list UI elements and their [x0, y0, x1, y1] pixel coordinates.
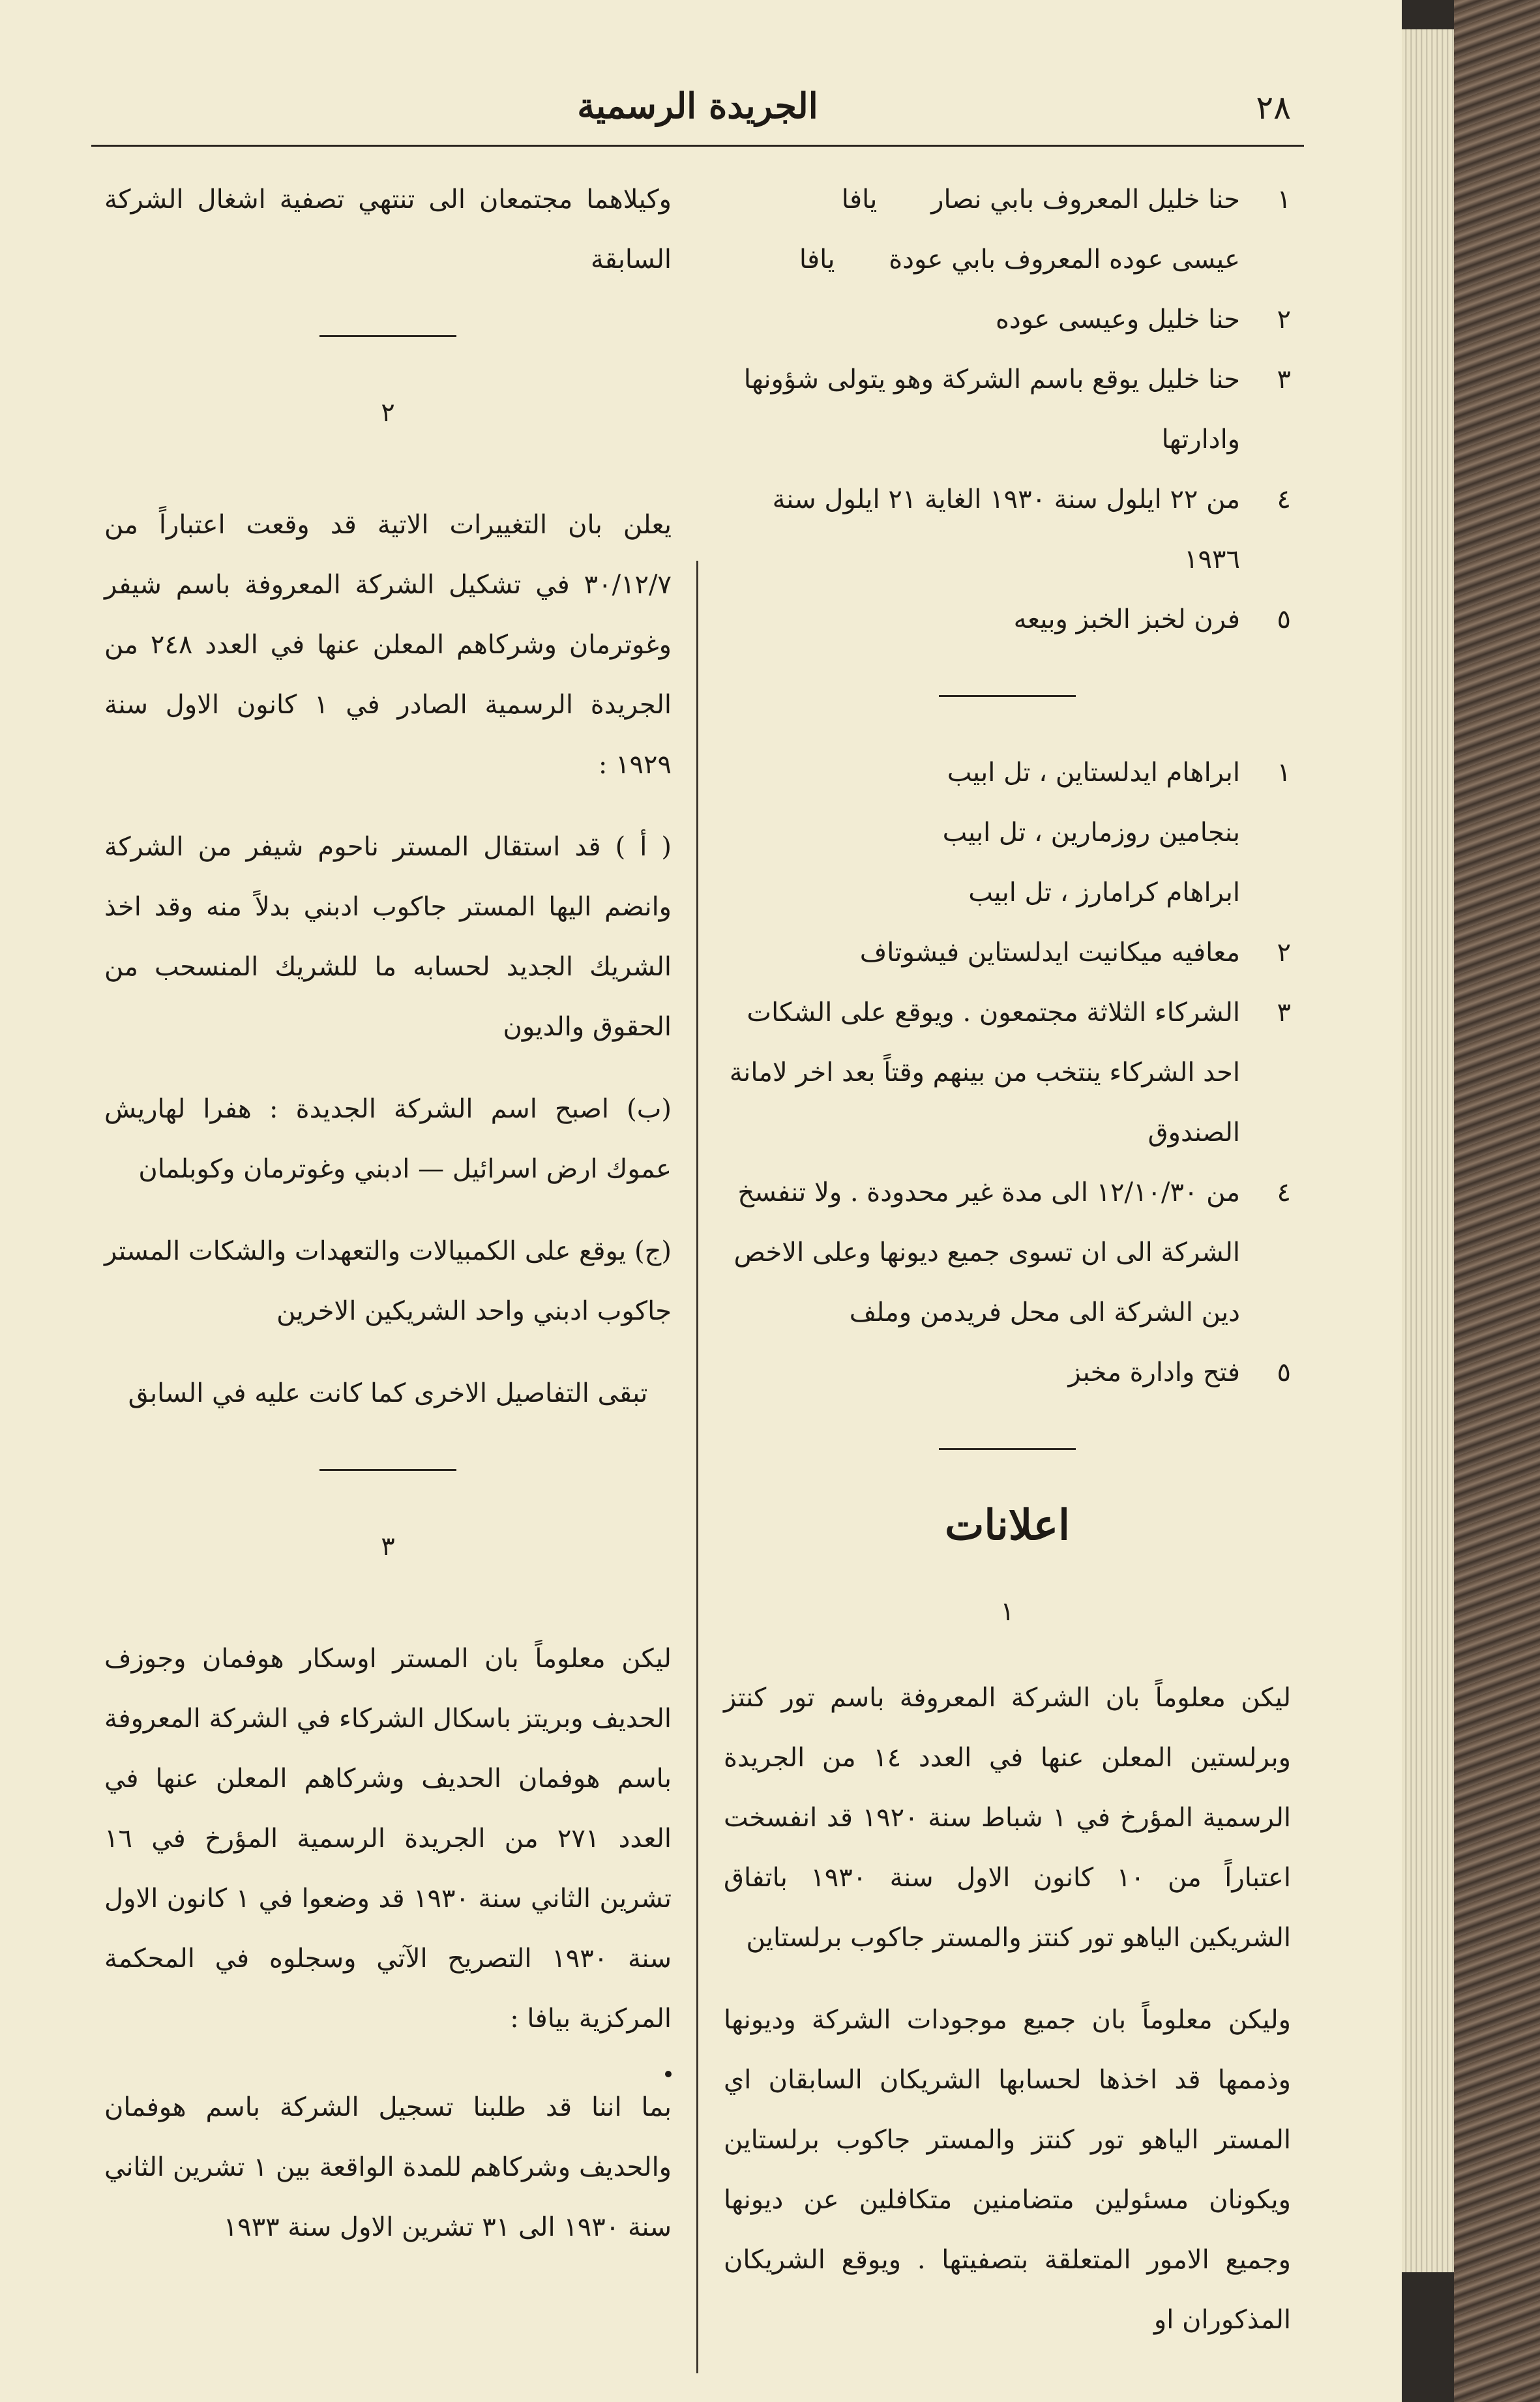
list-item [724, 983, 1291, 1163]
item-number: ٤ [1277, 1178, 1291, 1208]
item-location: يافا [799, 245, 835, 274]
list-item [724, 863, 1291, 923]
ads-heading: اعلانات [945, 1501, 1070, 1550]
section-separator [319, 335, 456, 337]
list-item [724, 1163, 1291, 1342]
notice-paragraph: ليكن معلوماً بان المستر اوسكار هوفمان وجوزف الحديف وبريتز باسكال الشركاء في الشركة المعروفة باسم هوفمان الحديف وشركاهم المعلن عنها في العدد ٢٧١ من الجريدة الرسمية المؤرخ في ١٦ تشرين الثاني سنة ١٩٣٠ قد وضعوا في ١ كانون الاول سنة ١٩٣٠ التصريح الآتي وسجلوه في المحكمة المركزية بيافا : [104, 1644, 672, 2034]
item-text: بنجامين روزمارين ، تل ابيب [942, 818, 1240, 848]
item-number: ١ [1277, 185, 1291, 215]
list-item [724, 349, 1291, 469]
item-text: من ١٢/١٠/٣٠ الى مدة غير محدودة . ولا تنفسخ الشركة الى ان تسوى جميع ديونها وعلى الاخص دين الشركة الى محل فريدمن وملف [733, 1178, 1240, 1327]
page-title: الجريدة الرسمية [577, 85, 818, 126]
list-item [724, 469, 1291, 589]
ad-number: ١ [1000, 1597, 1014, 1627]
item-text: ابراهام ايدلستاين ، تل ابيب [947, 758, 1240, 788]
list-item [724, 1342, 1291, 1402]
page-number: ٢٨ [1256, 89, 1291, 126]
section-number: ٣ [381, 1532, 395, 1562]
item-number: ٢ [1277, 304, 1291, 334]
section-separator [319, 1469, 456, 1471]
item-number: ١ [1277, 758, 1291, 788]
item-text: من ٢٢ ايلول سنة ١٩٣٠ الغاية ٢١ ايلول سنة ١٩٣٦ [772, 484, 1240, 574]
item-number: ٣ [1277, 998, 1291, 1028]
item-location: يافا [841, 185, 878, 215]
item-text: حنا خليل المعروف بابي نصار [931, 185, 1240, 215]
section-number: ٢ [381, 398, 395, 428]
book-binding [1454, 0, 1540, 2402]
list-item [724, 923, 1291, 983]
continuation-paragraph: وكيلاهما مجتمعان الى تنتهي تصفية اشغال الشركة السابقة [104, 185, 672, 274]
ad-paragraph: ليكن معلوماً بان الشركة المعروفة باسم تور كنتز وبرلستين المعلن عنها في العدد ١٤ من الجريدة الرسمية المؤرخ في ١ شباط سنة ١٩٢٠ قد انفسخت اعتباراً من ١٠ كانون الاول سنة ١٩٣٠ باتفاق الشريكين الياهو تور كنتز والمستر جاكوب برلستاين [724, 1683, 1291, 1953]
item-text: حنا خليل يوقع باسم الشركة وهو يتولى شؤونها وادارتها [743, 364, 1240, 454]
notice-paragraph: (ج) يوقع على الكمبيالات والتعهدات والشكات المستر جاكوب ادبني واحد الشريكين الاخرين [104, 1236, 672, 1326]
item-text: الشركاء الثلاثة مجتمعون . ويوقع على الشكات احد الشركاء ينتخب من بينهم وقتاً بعد اخر لامانة الصندوق [729, 998, 1240, 1148]
ink-dot [665, 2071, 672, 2077]
section-separator [939, 695, 1076, 697]
item-number: ٣ [1277, 364, 1291, 394]
list-item [724, 803, 1291, 863]
notice-paragraph: يعلن بان التغييرات الاتية قد وقعت اعتباراً من ٣٠/١٢/٧ في تشكيل الشركة المعروفة باسم شيفر وغوترمان وشركاهم المعلن عنها في العدد ٢٤٨ من الجريدة الرسمية الصادر في ١ كانون الاول سنة ١٩٢٩ : [104, 510, 672, 780]
notice-paragraph: (ب) اصبح اسم الشركة الجديدة : هفرا لهاريش عموك ارض اسرائيل — ادبني وغوترمان وكوبلمان [104, 1094, 672, 1184]
page-edges [1402, 29, 1454, 2272]
section-separator [939, 1448, 1076, 1450]
list-item [724, 230, 1291, 289]
list-item [724, 289, 1291, 349]
column-divider [696, 561, 698, 2373]
running-header [91, 78, 1304, 150]
notice-a [724, 170, 1291, 649]
item-number: ٥ [1277, 1357, 1291, 1387]
ad-paragraph: وليكن معلوماً بان جميع موجودات الشركة وديونها وذممها قد اخذها لحسابها الشريكان السابقان اي المستر الياهو تور كنتز والمستر جاكوب برلستاين ويكونان مسئولين متضامنين متكافلين عن ديونها وجميع الامور المتعلقة بتصفيتها . ويوقع الشريكان المذكوران او [724, 2005, 1291, 2335]
notice-b [724, 743, 1291, 1402]
right-column [724, 170, 1291, 2372]
item-text: عيسى عوده المعروف بابي عودة [889, 245, 1240, 274]
item-text: ابراهام كرامارز ، تل ابيب [968, 878, 1240, 908]
item-text: معافيه ميكانيت ايدلستاين فيشوتاف [859, 938, 1240, 968]
header-rule [91, 145, 1304, 147]
list-item [724, 170, 1291, 230]
notice-paragraph: بما اننا قد طلبنا تسجيل الشركة باسم هوفمان والحديف وشركاهم للمدة الواقعة بين ١ تشرين الثاني سنة ١٩٣٠ الى ٣١ تشرين الاول سنة ١٩٣٣ [104, 2092, 672, 2242]
item-number: ٥ [1277, 604, 1291, 634]
list-item [724, 743, 1291, 803]
item-text: فرن لخبز الخبز وبيعه [1013, 604, 1240, 634]
list-item [724, 589, 1291, 649]
notice-paragraph: تبقى التفاصيل الاخرى كما كانت عليه في السابق [128, 1378, 648, 1408]
item-text: حنا خليل وعيسى عوده [995, 304, 1240, 334]
item-number: ٤ [1277, 484, 1291, 514]
item-text: فتح وادارة مخبز [1068, 1357, 1240, 1387]
notice-paragraph: ( أ ) قد استقال المستر ناحوم شيفر من الشركة وانضم اليها المستر جاكوب ادبني بدلاً منه وقد اخذ الشريك الجديد لحسابه ما للشريك المنسحب من الحقوق والديون [104, 832, 672, 1042]
item-number: ٢ [1277, 938, 1291, 968]
left-column [104, 170, 672, 2279]
